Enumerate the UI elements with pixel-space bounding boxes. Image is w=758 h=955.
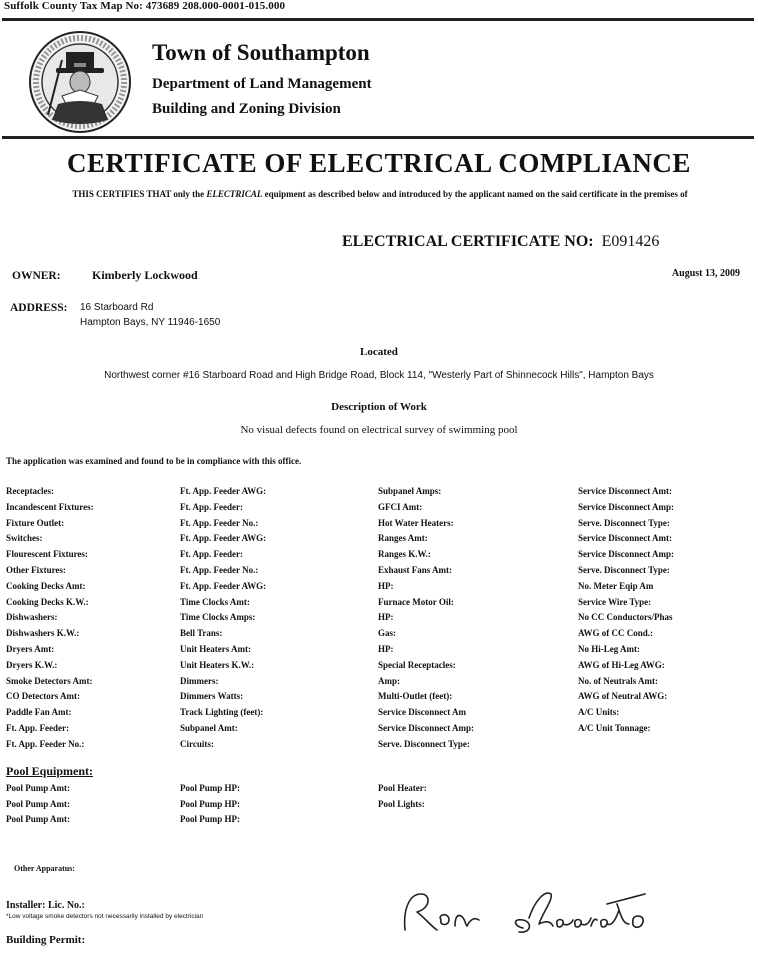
pool-field-label: Pool Pump HP:: [180, 798, 240, 809]
certificate-number: E091426: [601, 233, 660, 250]
smoke-detector-footnote: *Low voltage smoke detectors not necessarily installed by electrician: [6, 913, 204, 920]
address-label: ADDRESS:: [10, 302, 68, 314]
certifies-statement: [40, 188, 720, 200]
address-line1: 16 Starboard Rd: [80, 302, 154, 313]
examined-statement: The application was examined and found to be in compliance with this office.: [6, 456, 302, 466]
pool-field-label: Pool Pump Amt:: [6, 814, 70, 824]
field-label: Serve. Disconnect Type:: [578, 517, 670, 528]
installer-label: Installer: Lic. No.:: [6, 900, 85, 911]
field-label: Ft. App. Feeder AWG:: [180, 580, 267, 591]
tax-map-number: Suffolk County Tax Map No: 473689 208.000-0001-015.000: [4, 0, 286, 12]
signature-icon: [395, 880, 685, 942]
located-text: Northwest corner #16 Starboard Road and High Bridge Road, Block 114, "Westerly Part of Shinnecock Hills", Hampton Bays: [104, 370, 654, 381]
field-label: Switches:: [6, 533, 43, 544]
pool-field-label: Pool Pump HP:: [180, 814, 240, 824]
certificate-number-label: ELECTRICAL CERTIFICATE NO:: [342, 233, 594, 250]
field-label: Track Lighting (feet):: [180, 707, 264, 718]
field-label: Time Clocks Amps:: [180, 612, 256, 623]
field-label: Special Receptacles:: [378, 659, 456, 670]
pool-column-2: [180, 781, 240, 828]
certifies-suffix: equipment as described below and introduced by the applicant named on the said certificate in the premises of: [264, 189, 688, 199]
field-label: No Hi-Leg Amt:: [578, 643, 640, 654]
field-label: Paddle Fan Amt:: [6, 707, 72, 718]
field-label: Fixture Outlet:: [6, 517, 65, 528]
description-text: No visual defects found on electrical survey of swimming pool: [240, 424, 518, 436]
division-name: Building and Zoning Division: [152, 101, 341, 117]
field-label: Subpanel Amps:: [378, 486, 442, 496]
town-seal-icon: [28, 30, 132, 134]
located-heading: Located: [360, 346, 398, 358]
field-label: Ft. App. Feeder AWG:: [180, 486, 267, 496]
field-label: No CC Conductors/Phas: [578, 612, 673, 623]
field-label: Receptacles:: [6, 486, 54, 496]
field-label: Ft. App. Feeder No.:: [180, 517, 259, 528]
address-line2: Hampton Bays, NY 11946-1650: [80, 317, 221, 328]
fields-column-4: [578, 484, 674, 737]
field-label: Ft. App. Feeder:: [6, 722, 69, 733]
field-label: Furnace Motor Oil:: [378, 596, 454, 607]
certifies-emphasis: ELECTRICAL: [206, 189, 263, 199]
field-label: Dishwashers K.W.:: [6, 628, 80, 639]
field-label: A/C Units:: [578, 707, 620, 718]
field-label: Ft. App. Feeder No.:: [180, 564, 259, 575]
certificate-number-line: [342, 233, 659, 251]
field-label: Smoke Detectors Amt:: [6, 675, 93, 686]
field-label: Cooking Decks K.W.:: [6, 596, 89, 607]
field-label: HP:: [378, 580, 394, 591]
field-label: Ft. App. Feeder No.:: [6, 738, 85, 749]
field-label: A/C Unit Tonnage:: [578, 722, 651, 733]
field-label: Unit Heaters Amt:: [180, 643, 251, 654]
field-label: Hot Water Heaters:: [378, 517, 454, 528]
fields-column-1: [6, 484, 94, 753]
field-label: No. Meter Eqip Am: [578, 580, 654, 591]
field-label: Service Disconnect Amt:: [578, 486, 672, 496]
certificate-date: August 13, 2009: [671, 268, 740, 279]
field-label: Subpanel Amt:: [180, 722, 238, 733]
field-label: Dimmers:: [180, 675, 219, 686]
field-label: Incandescent Fixtures:: [6, 501, 94, 512]
field-label: No. of Neutrals Amt:: [578, 675, 658, 686]
field-label: Serve. Disconnect Type:: [578, 564, 670, 575]
header-divider: [2, 136, 754, 139]
field-label: Unit Heaters K.W.:: [180, 659, 255, 670]
field-label: Dryers K.W.:: [6, 659, 58, 670]
certifies-prefix: THIS CERTIFIES THAT only the: [72, 189, 205, 199]
field-label: Ranges K.W.:: [378, 549, 431, 560]
field-label: Dryers Amt:: [6, 643, 55, 654]
building-permit-label: Building Permit:: [6, 934, 86, 946]
department-name: Department of Land Management: [152, 76, 372, 92]
pool-column-1: [6, 781, 70, 828]
field-label: Service Disconnect Am: [378, 707, 466, 718]
pool-equipment-heading: Pool Equipment:: [6, 764, 94, 778]
pool-field-label: Pool Pump Amt:: [6, 783, 70, 793]
owner-label: OWNER:: [12, 270, 61, 282]
field-label: Ft. App. Feeder AWG:: [180, 533, 267, 544]
field-label: Time Clocks Amt:: [180, 596, 250, 607]
field-label: AWG of CC Cond.:: [578, 628, 654, 639]
pool-field-label: Pool Heater:: [378, 783, 427, 793]
other-apparatus-label: Other Apparatus:: [14, 864, 75, 873]
description-heading: Description of Work: [331, 401, 427, 413]
fields-column-2: [180, 484, 266, 753]
field-label: Service Disconnect Amp:: [578, 549, 674, 560]
field-label: Circuits:: [180, 738, 214, 749]
pool-field-label: Pool Pump HP:: [180, 783, 240, 793]
field-label: Service Disconnect Amp:: [578, 501, 674, 512]
field-label: CO Detectors Amt:: [6, 691, 80, 702]
owner-name: Kimberly Lockwood: [92, 268, 198, 282]
top-divider: [2, 18, 754, 21]
certificate-title: CERTIFICATE OF ELECTRICAL COMPLIANCE: [67, 148, 691, 178]
field-label: Ranges Amt:: [378, 533, 428, 544]
pool-field-label: Pool Lights:: [378, 798, 425, 809]
field-label: Ft. App. Feeder:: [180, 549, 243, 560]
field-label: Amp:: [378, 675, 400, 686]
field-label: Multi-Outlet (feet):: [378, 691, 453, 702]
field-label: Service Disconnect Amp:: [378, 722, 474, 733]
field-label: Service Wire Type:: [578, 596, 652, 607]
field-label: GFCI Amt:: [378, 501, 423, 512]
field-label: Dishwashers:: [6, 612, 58, 623]
field-label: AWG of Neutral AWG:: [578, 691, 668, 702]
field-label: HP:: [378, 643, 394, 654]
field-label: Cooking Decks Amt:: [6, 580, 86, 591]
field-label: Gas:: [378, 628, 396, 639]
field-label: Service Disconnect Amt:: [578, 533, 672, 544]
field-label: Other Fixtures:: [6, 564, 66, 575]
field-label: Exhaust Fans Amt:: [378, 564, 453, 575]
field-label: Flourescent Fixtures:: [6, 549, 88, 560]
field-label: Ft. App. Feeder:: [180, 501, 243, 512]
fields-column-3: [378, 484, 474, 753]
field-label: Bell Trans:: [180, 628, 223, 639]
field-label: HP:: [378, 612, 394, 623]
pool-column-3: [378, 781, 427, 812]
town-title: Town of Southampton: [152, 40, 370, 65]
field-label: AWG of Hi-Leg AWG:: [578, 659, 665, 670]
field-label: Dimmers Watts:: [180, 691, 244, 702]
pool-field-label: Pool Pump Amt:: [6, 798, 70, 809]
field-label: Serve. Disconnect Type:: [378, 738, 470, 749]
